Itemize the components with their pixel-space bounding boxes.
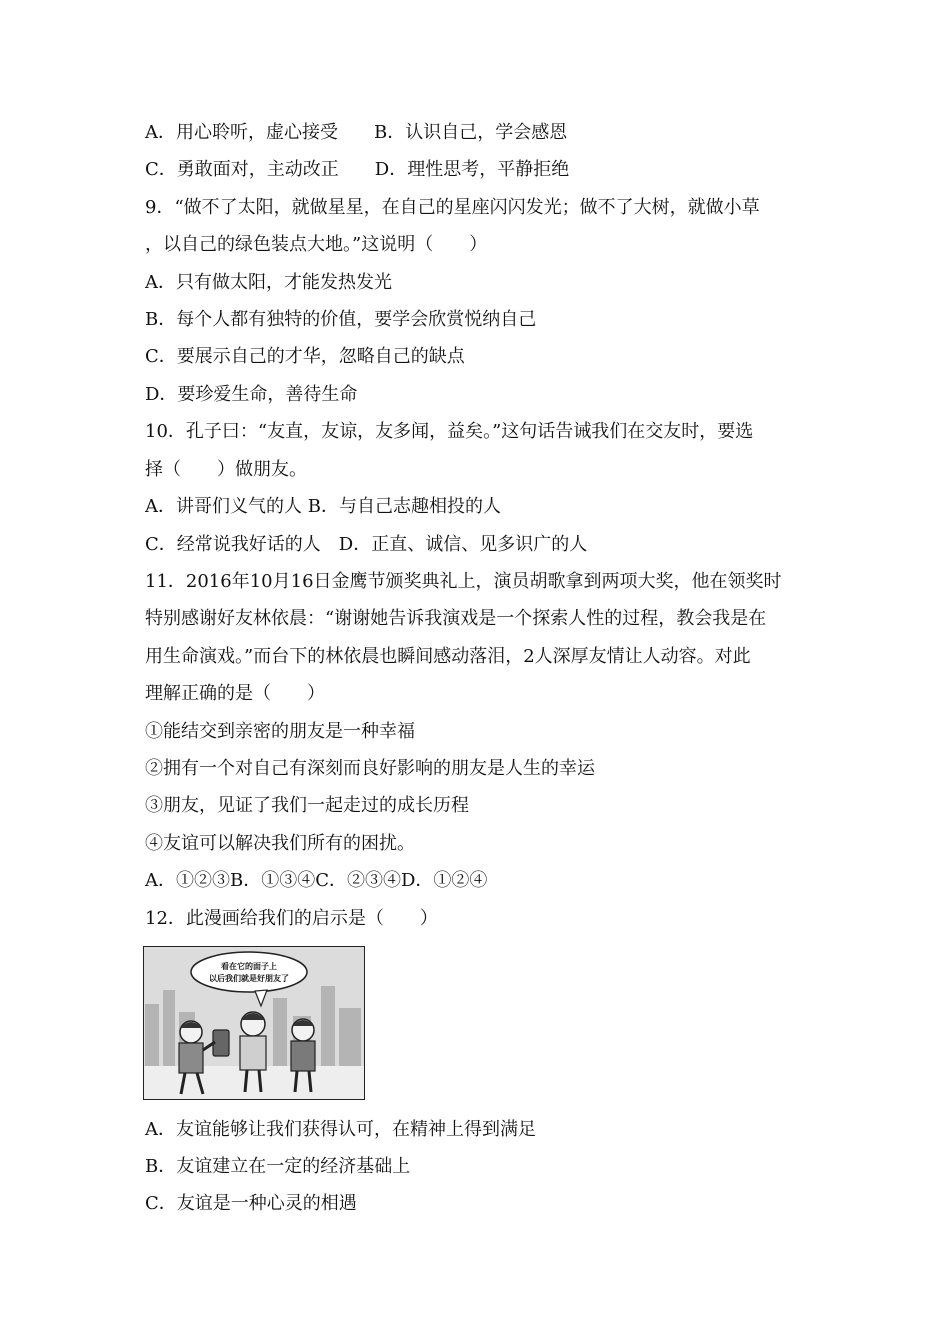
q12-option-b: B．友谊建立在一定的经济基础上	[145, 1156, 411, 1177]
q8-options-ab: A．用心聆听，虚心接受 B．认识自己，学会感恩	[145, 122, 568, 143]
q12-option-a: A．友谊能够让我们获得认可，在精神上得到满足	[145, 1119, 536, 1140]
q11-statement-2: ②拥有一个对自己有深刻而良好影响的朋友是人生的幸运	[145, 758, 595, 779]
q11-stem-line4: 理解正确的是（ ）	[145, 683, 325, 704]
q11-statement-4: ④友谊可以解决我们所有的困扰。	[145, 833, 415, 854]
q9-stem-line2: ，以自己的绿色装点大地。”这说明（ ）	[145, 234, 488, 255]
q10-options-cd: C．经常说我好话的人 D．正直、诚信、见多识广的人	[145, 534, 588, 555]
q9-option-d: D．要珍爱生命，善待生命	[145, 384, 358, 405]
q11-statement-1: ①能结交到亲密的朋友是一种幸福	[145, 721, 415, 742]
q10-stem-line1: 10．孔子曰：“友直，友谅，友多闻，益矣。”这句话告诫我们在交友时，要选	[145, 421, 754, 442]
bubble-text-line1: 看在它的面子上	[221, 962, 277, 971]
q10-stem-line2: 择（ ）做朋友。	[145, 459, 307, 480]
bubble-text-line2: 以后我们就是好朋友了	[209, 974, 289, 983]
q12-stem: 12．此漫画给我们的启示是（ ）	[145, 908, 438, 929]
q9-option-b: B．每个人都有独特的价值，要学会欣赏悦纳自己	[145, 309, 537, 330]
friendship-cartoon-image	[143, 946, 365, 1100]
q9-option-a: A．只有做太阳，才能发热发光	[145, 272, 392, 293]
q11-statement-3: ③朋友，见证了我们一起走过的成长历程	[145, 795, 469, 816]
q11-stem-line3: 用生命演戏。”而台下的林依晨也瞬间感动落泪，2人深厚友情让人动容。对此	[145, 646, 751, 667]
q12-option-c: C．友谊是一种心灵的相遇	[145, 1193, 357, 1214]
q11-stem-line1: 11．2016年10月16日金鹰节颁奖典礼上，演员胡歌拿到两项大奖，他在领奖时	[145, 571, 782, 592]
q9-option-c: C．要展示自己的才华，忽略自己的缺点	[145, 346, 465, 367]
q10-options-ab: A．讲哥们义气的人 B．与自己志趣相投的人	[145, 496, 501, 517]
q8-options-cd: C．勇敢面对，主动改正 D．理性思考，平静拒绝	[145, 159, 570, 180]
q11-options: A．①②③B．①③④C．②③④D．①②④	[145, 870, 488, 891]
q11-stem-line2: 特别感谢好友林依晨：“谢谢她告诉我演戏是一个探索人性的过程，教会我是在	[145, 608, 767, 629]
q9-stem-line1: 9．“做不了太阳，就做星星，在自己的星座闪闪发光；做不了大树，就做小草	[145, 197, 760, 218]
